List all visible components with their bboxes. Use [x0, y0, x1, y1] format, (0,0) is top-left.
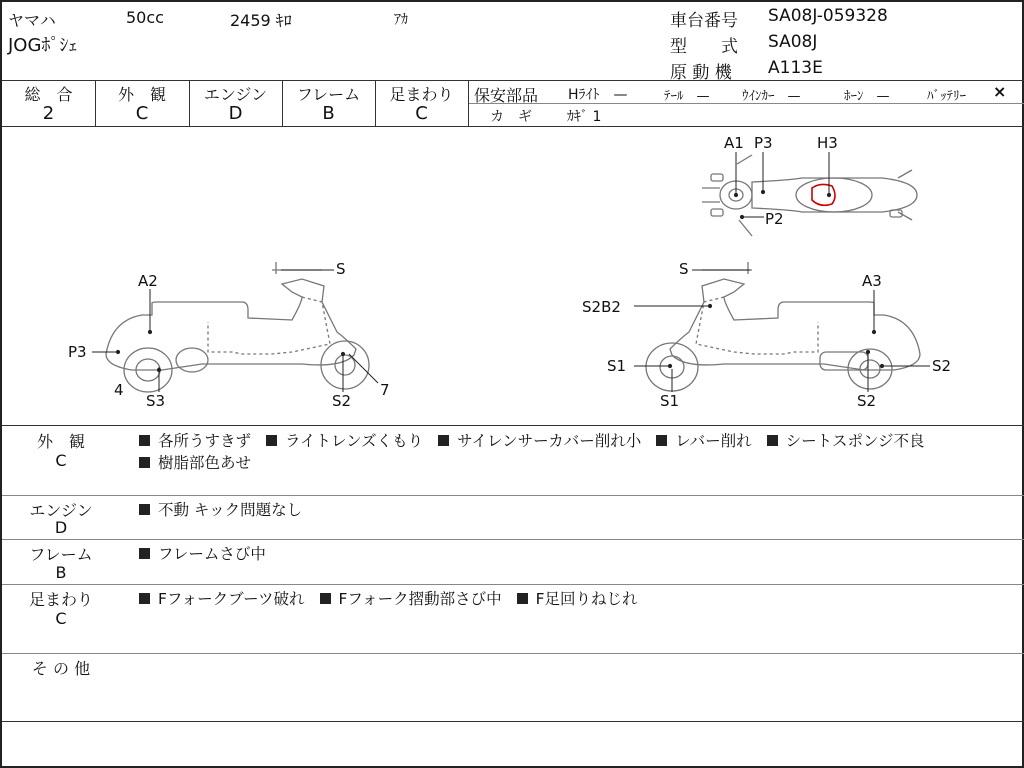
bullet-icon: [139, 457, 150, 468]
note-line: [139, 429, 935, 451]
diagram-label-s2: S2: [332, 392, 352, 410]
divider: [2, 425, 1024, 426]
grade-label-engine: エンジン: [203, 85, 268, 104]
bullet-icon: [320, 593, 331, 604]
note-category-engine: エンジン: [29, 501, 93, 520]
note-item: Fフォーク摺動部さび中: [320, 590, 502, 608]
diagram-label-7: 7: [380, 381, 390, 399]
model-name: JOGﾎﾟｼｪ: [8, 35, 78, 56]
diagram-label-s2: S2: [932, 357, 952, 375]
diagram-label-s2: S2: [857, 392, 877, 410]
diagram-label-a1: A1: [724, 134, 744, 152]
note-line: [139, 498, 312, 520]
note-item: シートスポンジ不良: [767, 432, 925, 450]
note-category-exterior: 外 観: [36, 432, 85, 451]
note-line: [139, 542, 276, 564]
safety-battery: ﾊﾞｯﾃﾘｰ: [927, 89, 966, 104]
divider: [2, 495, 1024, 496]
divider: [2, 721, 1024, 722]
diagram-label-h3: H3: [817, 134, 838, 152]
safety-tail: ﾃｰﾙ —: [664, 89, 710, 104]
grade-value-frame: B: [322, 103, 335, 124]
safety-winker: ｳｲﾝｶｰ —: [742, 89, 801, 104]
safety-label: 保安部品: [474, 86, 539, 105]
note-item: F足回りねじれ: [517, 590, 638, 608]
bullet-icon: [139, 504, 150, 515]
grade-value-engine: D: [228, 103, 243, 124]
divider: [2, 80, 1024, 81]
engine-label: 原 動 機: [670, 63, 732, 83]
color: ｱｶ: [394, 12, 408, 28]
mileage: 2459 ｷﾛ: [230, 11, 292, 30]
note-item: 不動 キック問題なし: [139, 501, 302, 519]
grade-label-suspension: 足まわり: [389, 85, 454, 104]
diagram-label-s1: S1: [607, 357, 627, 375]
note-line: [139, 451, 261, 473]
bullet-icon: [266, 435, 277, 446]
engine-value: A113E: [768, 58, 823, 78]
note-category-other: そ の 他: [31, 659, 91, 678]
chassis-value: SA08J-059328: [768, 6, 888, 26]
key-value: ｶｷﾞ 1: [567, 109, 602, 125]
note-grade-frame: B: [55, 563, 67, 582]
diagram-label-p2: P2: [765, 210, 784, 228]
bullet-icon: [139, 435, 150, 446]
note-grade-suspension: C: [55, 609, 67, 628]
grade-label-overall: 総 合: [24, 85, 73, 104]
diagram-label-s3: S3: [146, 392, 166, 410]
note-item: サイレンサーカバー削れ小: [438, 432, 641, 450]
battery-missing-mark: ×: [993, 82, 1007, 101]
diagram-label-p3: P3: [754, 134, 773, 152]
note-grade-exterior: C: [55, 451, 67, 470]
diagram-label-4: 4: [114, 381, 124, 399]
diagram-label-a2: A2: [138, 272, 158, 290]
divider: [2, 653, 1024, 654]
grade-value-overall: 2: [42, 103, 55, 124]
note-category-suspension: 足まわり: [28, 590, 93, 609]
note-item: ライトレンズくもり: [266, 432, 423, 450]
diagram-label-s: S: [679, 260, 689, 278]
note-grade-engine: D: [54, 518, 68, 537]
note-item: フレームさび中: [139, 545, 266, 563]
bullet-icon: [139, 593, 150, 604]
key-label: カ ギ: [490, 109, 532, 125]
bullet-icon: [517, 593, 528, 604]
divider: [2, 539, 1024, 540]
grade-value-exterior: C: [135, 103, 149, 124]
note-category-frame: フレーム: [29, 545, 93, 564]
note-line: [139, 587, 648, 609]
note-item: 各所うすきず: [139, 432, 251, 450]
divider: [468, 80, 469, 126]
divider: [2, 584, 1024, 585]
diagram-label-p3: P3: [68, 343, 87, 361]
diagram-label-s: S: [336, 260, 346, 278]
safety-horn: ﾎｰﾝ —: [844, 89, 890, 104]
type-value: SA08J: [768, 32, 818, 52]
bullet-icon: [767, 435, 778, 446]
diagram-label-a3: A3: [862, 272, 882, 290]
bullet-icon: [438, 435, 449, 446]
grade-value-suspension: C: [415, 103, 428, 124]
diagram-label-s1: S1: [660, 392, 680, 410]
chassis-label: 車台番号: [670, 11, 738, 31]
note-item: レバー削れ: [656, 432, 751, 450]
grade-label-frame: フレーム: [296, 85, 361, 104]
damage-marker: [812, 184, 835, 205]
grade-label-exterior: 外 観: [117, 85, 166, 104]
note-item: Fフォークブーツ破れ: [139, 590, 305, 608]
safety-headlight: Hﾗｲﾄ —: [568, 87, 628, 103]
displacement: 50cc: [126, 8, 164, 27]
bullet-icon: [656, 435, 667, 446]
bullet-icon: [139, 548, 150, 559]
note-item: 樹脂部色あせ: [139, 454, 251, 472]
diagram-label-s2b2: S2B2: [582, 298, 621, 316]
maker: ヤマハ: [8, 11, 56, 30]
type-label: 型 式: [670, 37, 738, 57]
